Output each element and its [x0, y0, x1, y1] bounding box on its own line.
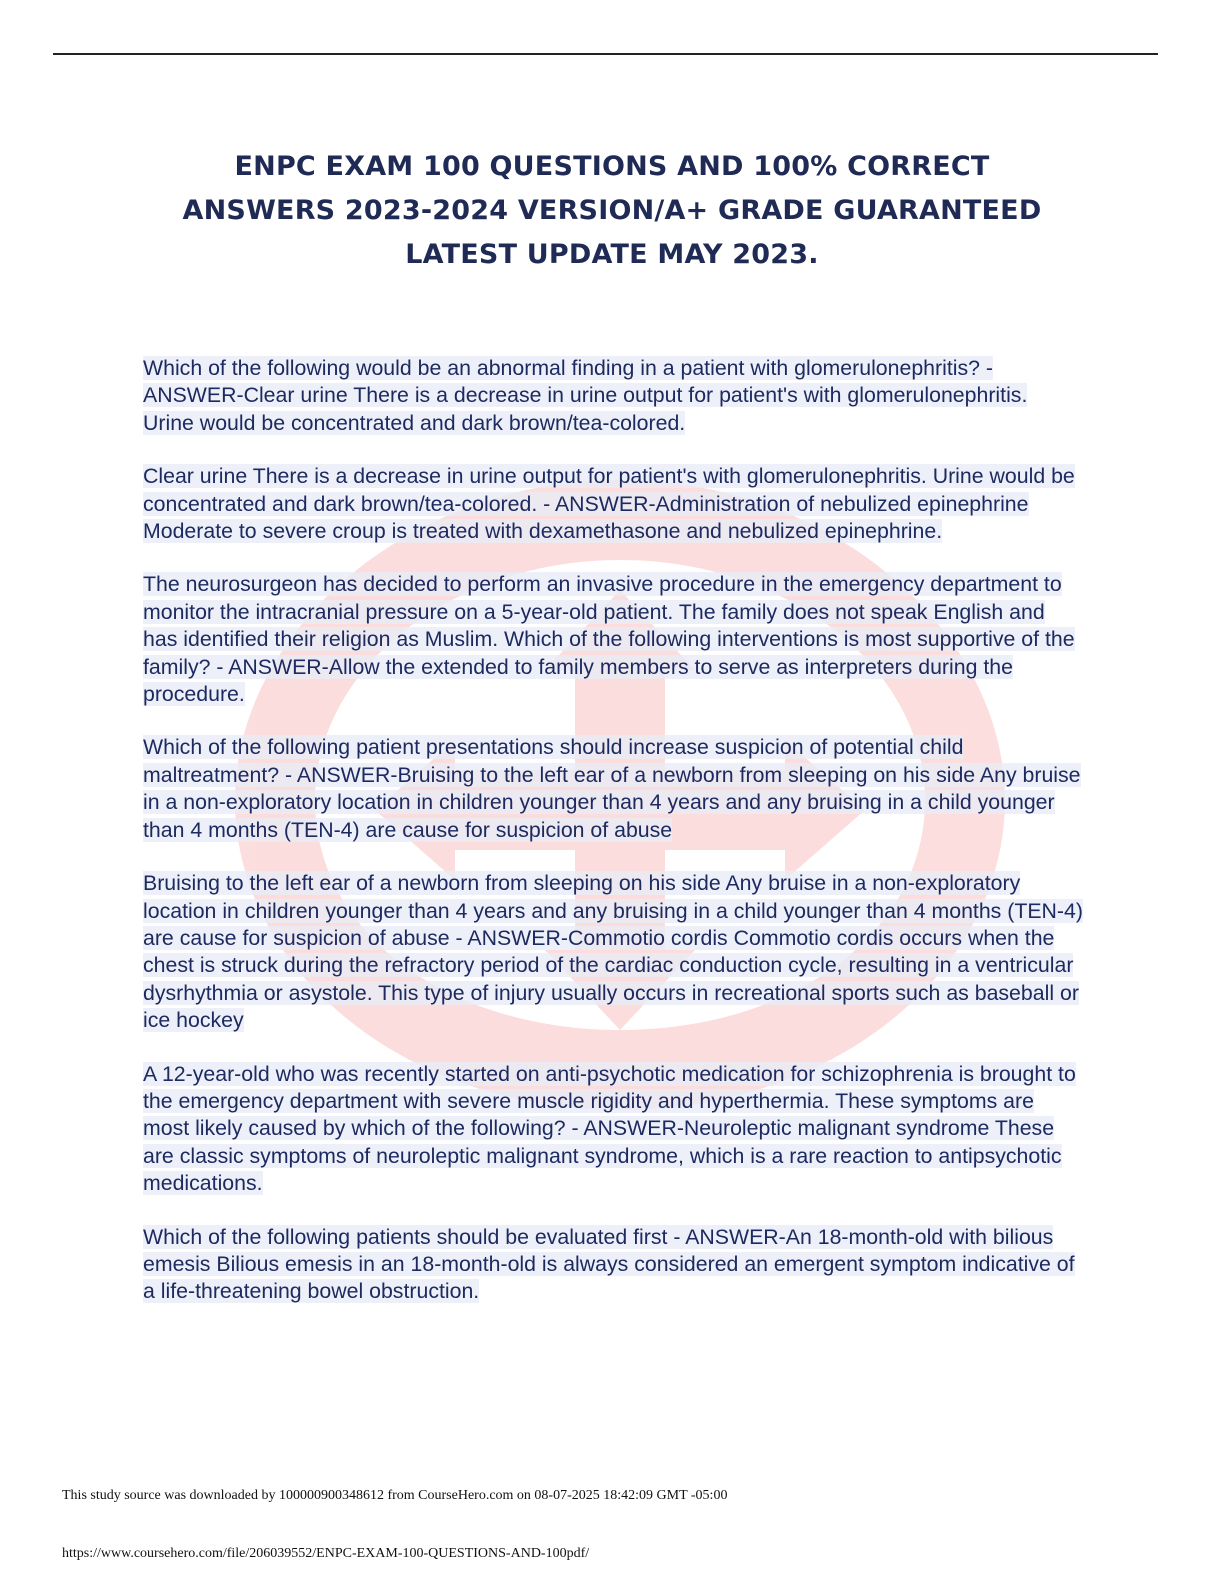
qa-item — [143, 571, 1083, 708]
qa-item — [143, 1224, 1083, 1306]
top-rule — [53, 53, 1158, 55]
qa-item — [143, 870, 1083, 1034]
download-source-note: This study source was downloaded by 100000900348612 from CourseHero.com on 08-07-2025 18:42:09 GMT -05:00 — [62, 1488, 728, 1503]
qa-item — [143, 1061, 1083, 1198]
qa-text: Clear urine There is a decrease in urine output for patient's with glomerulonephritis. Urine would be concentrated and dark brown/tea-colored. - ANSWER-Administration of nebulized epinephrine Moderate to severe croup is treated with dexamethasone and nebulized epinephrine. — [143, 464, 1075, 544]
document-title — [120, 145, 1104, 277]
qa-text: Which of the following patients should be evaluated first - ANSWER-An 18-month-old with bilious emesis Bilious emesis in an 18-month-old is always considered an emergent symptom indicative of a life-threatening bowel obstruction. — [143, 1224, 1075, 1304]
qa-text: Which of the following patient presentations should increase suspicion of potential child maltreatment? - ANSWER-Bruising to the left ear of a newborn from sleeping on his side Any bruise in a non-exploratory location in children younger than 4 years and any bruising in a child younger than 4 months (TEN-4) are cause for suspicion of abuse — [143, 735, 1081, 842]
source-url[interactable]: https://www.coursehero.com/file/206039552/ENPC-EXAM-100-QUESTIONS-AND-100pdf/ — [62, 1546, 590, 1561]
qa-text: Which of the following would be an abnormal finding in a patient with glomerulonephritis? - ANSWER-Clear urine There is a decrease in urine output for patient's with glomerulonephritis. Urine would be concentrated and dark brown/tea-colored. — [143, 356, 1028, 435]
title-line: LATEST UPDATE MAY 2023. — [405, 239, 819, 270]
qa-item — [143, 734, 1083, 844]
qa-item — [143, 463, 1083, 545]
qa-text: The neurosurgeon has decided to perform an invasive procedure in the emergency department to monitor the intracranial pressure on a 5-year-old patient. The family does not speak English and has identified their religion as Muslim. Which of the following interventions is most supportive of the family? - ANSWER-Allow the extended to family members to serve as interpreters during the procedure. — [143, 572, 1075, 707]
qa-text: Bruising to the left ear of a newborn from sleeping on his side Any bruise in a non-exploratory location in children younger than 4 years and any bruising in a child younger than 4 months (TEN-4) are cause for suspicion of abuse - ANSWER-Commotio cordis Commotio cordis occurs when the chest is struck during the refractory period of the cardiac conduction cycle, resulting in a ventricular dysrhythmia or asystole. This type of injury usually occurs in recreational sports such as baseball or ice hockey — [143, 871, 1083, 1033]
qa-text: A 12-year-old who was recently started on anti-psychotic medication for schizophrenia is brought to the emergency department with severe muscle rigidity and hyperthermia. These symptoms are most likely caused by which of the following? - ANSWER-Neuroleptic malignant syndrome These are classic symptoms of neuroleptic malignant syndrome, which is a rare reaction to antipsychotic medications. — [143, 1061, 1076, 1196]
qa-item — [143, 355, 1083, 437]
qa-list — [143, 355, 1083, 1332]
title-line: ANSWERS 2023-2024 VERSION/A+ GRADE GUARANTEED — [182, 195, 1042, 226]
title-line: ENPC EXAM 100 QUESTIONS AND 100% CORRECT — [234, 151, 990, 182]
